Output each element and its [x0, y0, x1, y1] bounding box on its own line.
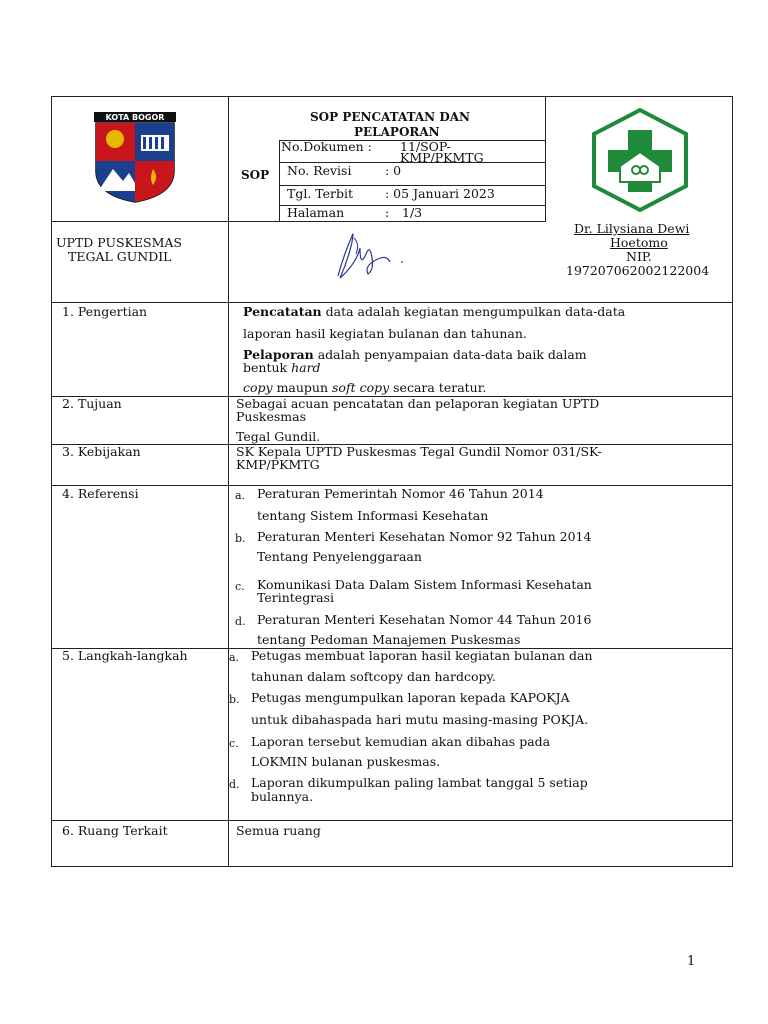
referensi-b-line2: Tentang Penyelenggaraan — [257, 549, 422, 564]
langkah-d-line2: bulannya. — [251, 789, 314, 804]
referensi-a-line1: Peraturan Pemerintah Nomor 46 Tahun 2014 — [257, 486, 544, 501]
doc-title-line2: PELAPORAN — [354, 125, 440, 139]
langkah-a-line2: tahunan dalam softcopy dan hardcopy. — [251, 669, 496, 684]
referensi-d-line2: tentang Pedoman Manajemen Puskesmas — [257, 632, 521, 647]
langkah-marker-c: c. — [229, 737, 239, 750]
signature — [330, 224, 410, 284]
referensi-marker-d: d. — [235, 615, 246, 628]
puskesmas-logo — [590, 108, 690, 212]
tgl-terbit-value: : 05 Januari 2023 — [385, 186, 495, 201]
nip-value: 197207062002122004 — [566, 263, 710, 278]
page-number: 1 — [687, 954, 696, 969]
langkah-c-line2: LOKMIN bulanan puskesmas. — [251, 754, 441, 769]
head-name-line2: Hoetomo — [610, 235, 668, 250]
langkah-marker-b: b. — [229, 693, 240, 706]
no-dokumen-value1: 11/SOP- — [400, 139, 451, 154]
referensi-d-line1: Peraturan Menteri Kesehatan Nomor 44 Tahun 2016 — [257, 612, 592, 627]
halaman-colon: : — [385, 205, 390, 220]
section-referensi-label: 4. Referensi — [62, 486, 139, 501]
kota-bogor-logo — [93, 111, 177, 203]
langkah-a-line1: Petugas membuat laporan hasil kegiatan bulanan dan — [251, 648, 593, 663]
pengertian-line3: Pelaporan adalah penyampaian data-data baik dalam — [243, 347, 587, 362]
nip-label: NIP. — [626, 249, 652, 264]
org-name-line1: UPTD PUSKESMAS — [56, 235, 182, 250]
tujuan-line3: Tegal Gundil. — [236, 429, 321, 444]
doc-title-line1: SOP PENCATATAN DAN — [310, 110, 471, 124]
langkah-d-line1: Laporan dikumpulkan paling lambat tanggal 5 setiap — [251, 775, 588, 790]
referensi-marker-a: a. — [235, 489, 246, 502]
head-name-line1: Dr. Lilysiana Dewi — [574, 221, 690, 236]
tgl-terbit-label: Tgl. Terbit — [287, 186, 354, 201]
section-pengertian-label: 1. Pengertian — [62, 304, 148, 319]
referensi-marker-c: c. — [235, 580, 245, 593]
kebijakan-line1: SK Kepala UPTD Puskesmas Tegal Gundil Nomor 031/SK- — [236, 444, 602, 459]
tujuan-line2: Puskesmas — [236, 409, 306, 424]
pengertian-line5: copy maupun soft copy secara teratur. — [243, 380, 487, 395]
referensi-b-line1: Peraturan Menteri Kesehatan Nomor 92 Tahun 2014 — [257, 529, 592, 544]
ruang-value: Semua ruang — [236, 823, 321, 838]
section-tujuan-label: 2. Tujuan — [62, 396, 122, 411]
langkah-marker-d: d. — [229, 778, 240, 791]
tujuan-line1: Sebagai acuan pencatatan dan pelaporan kegiatan UPTD — [236, 396, 600, 411]
svg-text:KOTA BOGOR: KOTA BOGOR — [105, 113, 165, 122]
sop-label: SOP — [241, 168, 270, 182]
section-langkah-label: 5. Langkah-langkah — [62, 648, 188, 663]
langkah-marker-a: a. — [229, 651, 240, 664]
referensi-marker-b: b. — [235, 532, 246, 545]
pengertian-line4: bentuk hard — [243, 360, 321, 375]
pengertian-line2: laporan hasil kegiatan bulanan dan tahunan. — [243, 326, 527, 341]
no-dokumen-label: No.Dokumen : — [281, 139, 372, 154]
referensi-c-line2: Terintegrasi — [257, 590, 335, 605]
halaman-label: Halaman — [287, 205, 345, 220]
langkah-c-line1: Laporan tersebut kemudian akan dibahas pada — [251, 734, 551, 749]
langkah-b-line1: Petugas mengumpulkan laporan kepada KAPOKJA — [251, 690, 570, 705]
referensi-c-line1: Komunikasi Data Dalam Sistem Informasi Kesehatan — [257, 577, 592, 592]
referensi-a-line2: tentang Sistem Informasi Kesehatan — [257, 508, 489, 523]
pengertian-line1: Pencatatan data adalah kegiatan mengumpulkan data-data — [243, 304, 626, 319]
kebijakan-line2: KMP/PKMTG — [236, 457, 320, 472]
section-ruang-label: 6. Ruang Terkait — [62, 823, 168, 838]
langkah-b-line2: untuk dibahaspada hari mutu masing-masing POKJA. — [251, 712, 589, 727]
section-kebijakan-label: 3. Kebijakan — [62, 444, 141, 459]
org-name-line2: TEGAL GUNDIL — [68, 249, 172, 264]
no-revisi-label: No. Revisi — [287, 163, 352, 178]
no-revisi-value: : 0 — [385, 163, 402, 178]
halaman-value: 1/3 — [402, 205, 423, 220]
no-dokumen-value2: KMP/PKMTG — [400, 150, 484, 165]
